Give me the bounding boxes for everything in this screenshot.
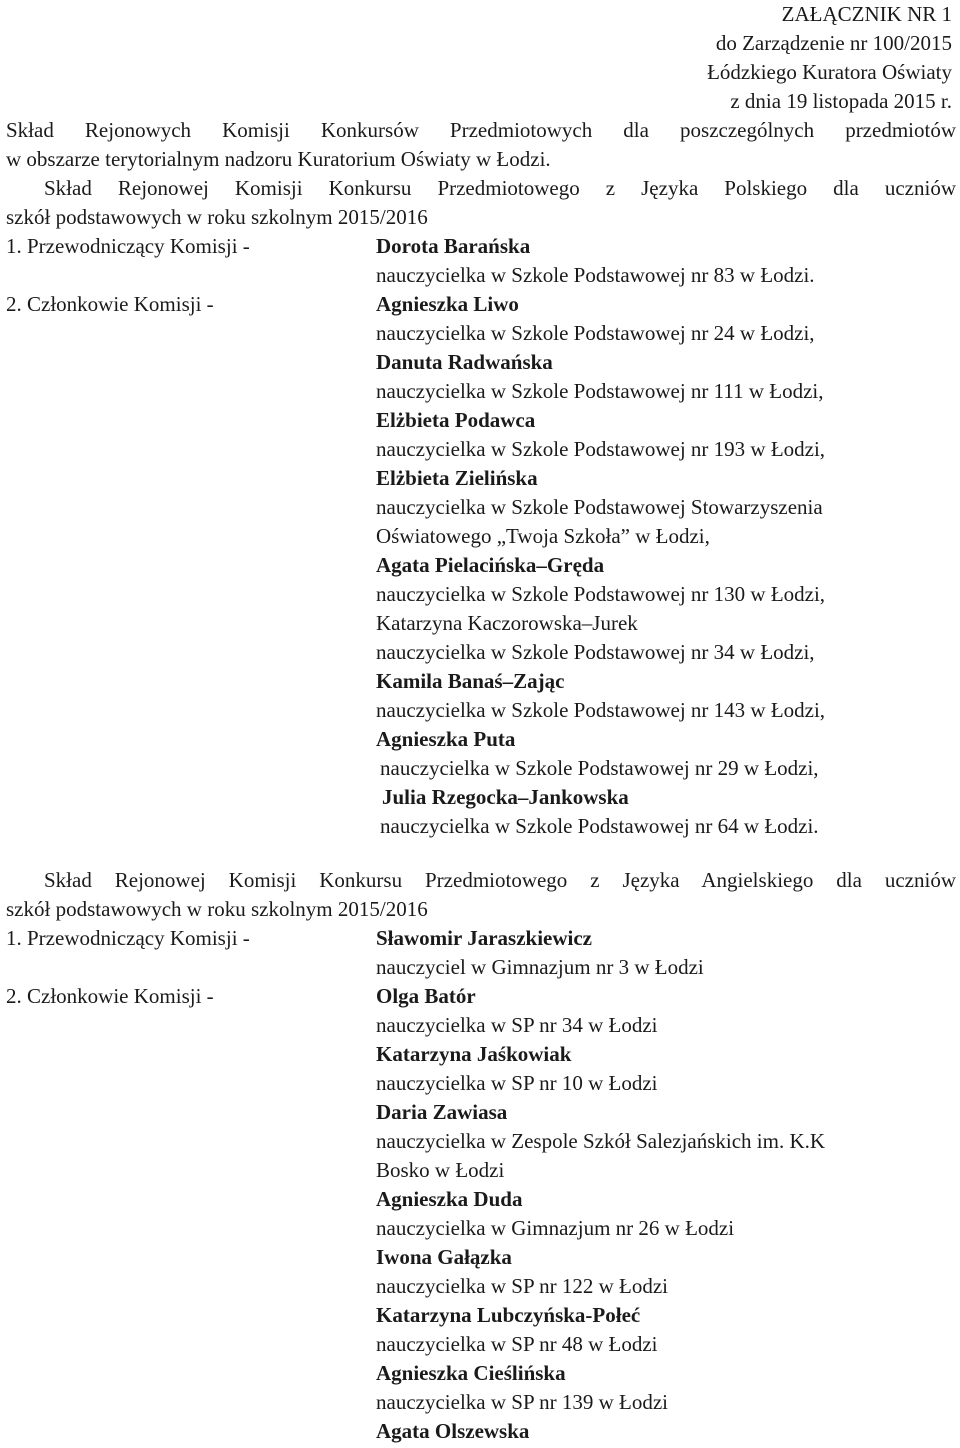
polish-member-role-cont: Oświatowego „Twoja Szkoła” w Łodzi, (376, 524, 710, 548)
english-member-role: nauczycielka w SP nr 139 w Łodzi (376, 1390, 668, 1414)
english-member-name: Daria Zawiasa (376, 1100, 508, 1124)
polish-member-name: Danuta Radwańska (376, 350, 553, 374)
english-member-role: nauczycielka w SP nr 122 w Łodzi (376, 1274, 668, 1298)
polish-member-role: nauczycielka w Szkole Podstawowej nr 64 w Łodzi. (380, 814, 819, 838)
polish-member-role: nauczycielka w Szkole Podstawowej nr 143 w Łodzi, (376, 698, 826, 722)
english-members-label: 2. Członkowie Komisji - (6, 984, 214, 1008)
intro-line-2: w obszarze terytorialnym nadzoru Kuratorium Oświaty w Łodzi. (6, 147, 551, 171)
polish-member-role: nauczycielka w Szkole Podstawowej nr 193 w Łodzi, (376, 437, 826, 461)
polish-member-role: nauczycielka w Szkole Podstawowej nr 24 w Łodzi, (376, 321, 815, 345)
polish-member-role: nauczycielka w Szkole Podstawowej nr 111 w Łodzi, (376, 379, 824, 403)
polish-members-label: 2. Członkowie Komisji - (6, 292, 214, 316)
polish-chair-role: nauczycielka w Szkole Podstawowej nr 83 w Łodzi. (376, 263, 815, 287)
english-member-name: Agnieszka Duda (376, 1187, 523, 1211)
english-chair-name: Sławomir Jaraszkiewicz (376, 926, 592, 950)
english-member-name: Agnieszka Cieślińska (376, 1361, 566, 1385)
annex-authority: Łódzkiego Kuratora Oświaty (707, 60, 952, 84)
english-chair-label: 1. Przewodniczący Komisji - (6, 926, 250, 950)
polish-member-name: Elżbieta Zielińska (376, 466, 538, 490)
polish-chair-name: Dorota Barańska (376, 234, 531, 258)
english-member-role-cont: Bosko w Łodzi (376, 1158, 505, 1182)
polish-section-title: Skład Rejonowej Komisji Konkursu Przedmiotowego z Języka Polskiego dla uczniów (44, 176, 956, 200)
english-member-name: Katarzyna Lubczyńska-Połeć (376, 1303, 641, 1327)
english-member-name: Katarzyna Jaśkowiak (376, 1042, 572, 1066)
polish-member-name: Kamila Banaś–Zając (376, 669, 565, 693)
english-member-role: nauczycielka w SP nr 48 w Łodzi (376, 1332, 658, 1356)
english-member-role: nauczycielka w SP nr 10 w Łodzi (376, 1071, 658, 1095)
annex-title: ZAŁĄCZNIK NR 1 (781, 2, 952, 26)
polish-member-role: nauczycielka w Szkole Podstawowej nr 29 w Łodzi, (380, 756, 819, 780)
english-member-role: nauczycielka w Zespole Szkół Salezjańskich im. K.K (376, 1129, 826, 1153)
english-member-role: nauczycielka w SP nr 34 w Łodzi (376, 1013, 658, 1037)
annex-date: z dnia 19 listopada 2015 r. (730, 89, 952, 113)
polish-member-role: nauczycielka w Szkole Podstawowej nr 130 w Łodzi, (376, 582, 826, 606)
english-member-role: nauczycielka w Gimnazjum nr 26 w Łodzi (376, 1216, 735, 1240)
polish-member-name: Agnieszka Liwo (376, 292, 519, 316)
polish-member-role: nauczycielka w Szkole Podstawowej Stowarzyszenia (376, 495, 823, 519)
english-section-title: Skład Rejonowej Komisji Konkursu Przedmiotowego z Języka Angielskiego dla uczniów (44, 868, 956, 892)
polish-member-name: Julia Rzegocka–Jankowska (382, 785, 629, 809)
polish-member-role: nauczycielka w Szkole Podstawowej nr 34 w Łodzi, (376, 640, 815, 664)
english-chair-role: nauczyciel w Gimnazjum nr 3 w Łodzi (376, 955, 704, 979)
english-member-name: Agata Olszewska (376, 1419, 530, 1443)
polish-member-name: Agnieszka Puta (376, 727, 516, 751)
polish-member-name: Elżbieta Podawca (376, 408, 536, 432)
polish-member-name: Agata Pielacińska–Gręda (376, 553, 605, 577)
english-member-name: Iwona Gałązka (376, 1245, 512, 1269)
english-section-title-cont: szkół podstawowych w roku szkolnym 2015/2016 (6, 897, 428, 921)
intro-line-1: Skład Rejonowych Komisji Konkursów Przedmiotowych dla poszczególnych przedmiotów (6, 118, 956, 142)
english-member-name: Olga Batór (376, 984, 476, 1008)
polish-section-title-cont: szkół podstawowych w roku szkolnym 2015/2016 (6, 205, 428, 229)
annex-ordinance: do Zarządzenie nr 100/2015 (715, 31, 952, 55)
polish-chair-label: 1. Przewodniczący Komisji - (6, 234, 250, 258)
polish-member-name: Katarzyna Kaczorowska–Jurek (376, 611, 638, 635)
